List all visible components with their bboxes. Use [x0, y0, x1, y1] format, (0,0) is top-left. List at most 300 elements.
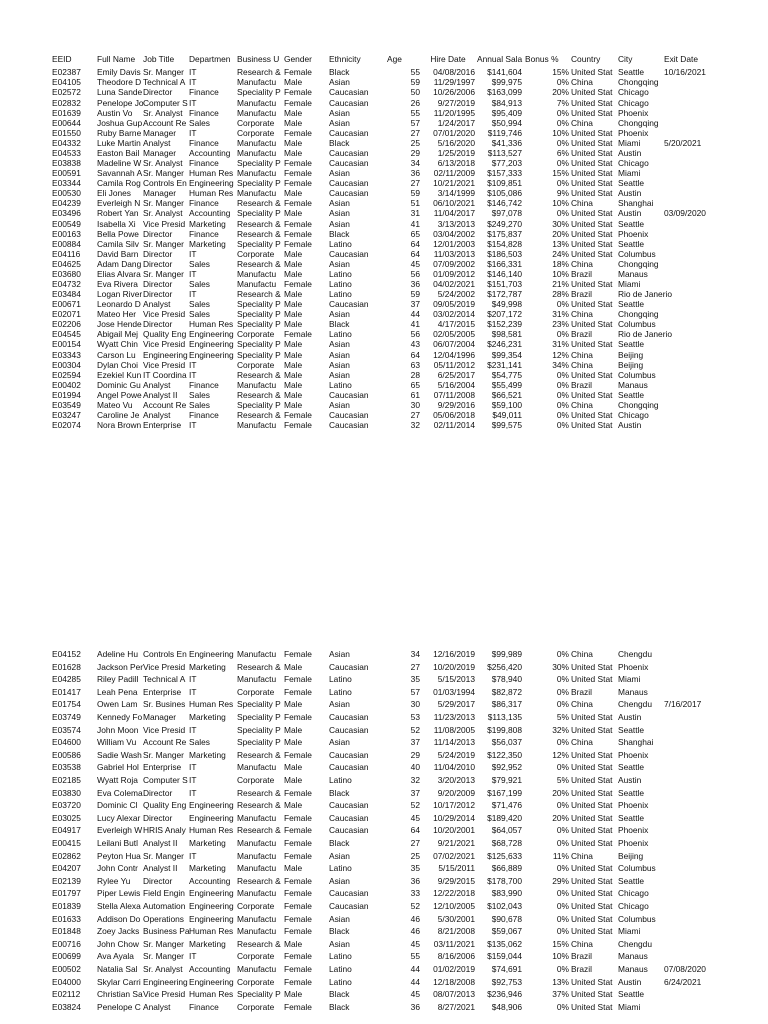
cell-ethnicity: Black: [329, 67, 350, 78]
cell-eeid: E01639: [52, 107, 81, 118]
column-header-hire-date: Hire Date: [430, 54, 466, 64]
cell-gender: Female: [284, 926, 312, 937]
column-header-country: Country: [571, 54, 601, 64]
cell-city: Chongqing: [618, 258, 659, 269]
table-row: [0, 876, 768, 887]
cell-country: Brazil: [571, 289, 592, 300]
cell-job-title: Director: [143, 258, 173, 269]
cell-city: Manaus: [618, 964, 648, 974]
cell-bonus: 30%: [552, 218, 569, 229]
cell-gender: Male: [284, 800, 303, 811]
cell-age: 29: [410, 749, 420, 760]
cell-bonus: 9%: [556, 188, 569, 199]
cell-age: 65: [410, 228, 420, 239]
cell-job-title: Technical A: [143, 674, 186, 685]
cell-department: IT: [189, 77, 197, 88]
cell-bonus: 21%: [552, 278, 569, 289]
cell-annual-salary: $59,100: [491, 399, 522, 410]
cell-city: Shanghai: [618, 737, 654, 748]
cell-annual-salary: $119,746: [487, 127, 522, 138]
cell-annual-salary: $99,975: [491, 77, 522, 88]
cell-business-unit: Corporate: [237, 329, 275, 340]
cell-eeid: E02112: [52, 989, 81, 1000]
cell-ethnicity: Caucasian: [329, 410, 369, 421]
cell-hire-date: 01/02/2019: [433, 964, 475, 974]
cell-full-name: Bella Powe: [97, 228, 139, 239]
cell-annual-salary: $56,037: [491, 737, 522, 748]
table-row: [0, 964, 768, 975]
cell-job-title: Vice Presid: [143, 218, 186, 229]
cell-eeid: E00716: [52, 938, 81, 949]
table-row: [0, 800, 768, 811]
cell-city: Seattle: [618, 787, 645, 798]
cell-job-title: Sr. Manger: [143, 938, 184, 949]
cell-bonus: 0%: [556, 389, 569, 400]
cell-eeid: E02206: [52, 319, 81, 330]
cell-hire-date: 08/07/2013: [433, 989, 475, 1000]
cell-age: 26: [410, 97, 420, 108]
cell-bonus: 0%: [556, 1001, 569, 1012]
cell-business-unit: Speciality P: [237, 712, 281, 722]
cell-full-name: Madeline W: [97, 158, 142, 169]
cell-gender: Female: [284, 420, 312, 431]
cell-full-name: David Barn: [97, 248, 139, 259]
cell-annual-salary: $236,946: [487, 989, 522, 1000]
cell-department: Human Res: [189, 825, 234, 836]
cell-city: Chicago: [618, 97, 649, 108]
cell-city: Seattle: [618, 218, 645, 229]
cell-business-unit: Research &: [237, 369, 281, 380]
cell-annual-salary: $172,787: [487, 289, 522, 300]
cell-ethnicity: Black: [329, 926, 350, 937]
cell-country: United Stat: [571, 218, 613, 229]
cell-hire-date: 9/21/2021: [437, 838, 475, 848]
cell-hire-date: 11/23/2013: [433, 712, 475, 722]
cell-eeid: E04000: [52, 976, 81, 987]
cell-job-title: Analyst II: [143, 863, 178, 874]
cell-city: Seattle: [618, 762, 645, 773]
cell-gender: Female: [284, 686, 312, 697]
cell-ethnicity: Black: [329, 787, 350, 798]
cell-country: United Stat: [571, 369, 613, 380]
cell-ethnicity: Asian: [329, 875, 350, 886]
cell-country: United Stat: [571, 178, 613, 189]
cell-city: Columbus: [618, 913, 656, 924]
cell-bonus: 34%: [552, 359, 569, 370]
cell-bonus: 0%: [556, 107, 569, 118]
cell-business-unit: Manufactu: [237, 863, 277, 874]
cell-gender: Female: [284, 1001, 312, 1012]
cell-full-name: Adam Dang: [97, 258, 142, 269]
cell-country: United Stat: [571, 420, 613, 431]
cell-job-title: Sr. Analyst: [143, 208, 183, 219]
cell-ethnicity: Asian: [329, 850, 350, 861]
cell-hire-date: 11/04/2017: [433, 208, 475, 219]
cell-age: 65: [410, 379, 420, 390]
cell-bonus: 32%: [552, 724, 569, 735]
cell-department: IT: [189, 775, 197, 785]
cell-ethnicity: Latino: [329, 674, 352, 685]
cell-job-title: Computer S: [143, 775, 188, 785]
cell-country: United Stat: [571, 319, 613, 330]
cell-full-name: Leilani Butl: [97, 838, 138, 848]
cell-country: China: [571, 309, 593, 320]
cell-ethnicity: Latino: [329, 268, 352, 279]
cell-business-unit: Corporate: [237, 1001, 275, 1012]
cell-country: United Stat: [571, 749, 613, 760]
cell-gender: Male: [284, 117, 303, 128]
cell-age: 53: [410, 712, 420, 722]
cell-eeid: E00699: [52, 951, 81, 962]
cell-hire-date: 3/13/2013: [437, 218, 475, 229]
cell-annual-salary: $189,420: [487, 812, 522, 823]
cell-country: United Stat: [571, 976, 613, 987]
cell-hire-date: 10/20/2019: [433, 661, 475, 672]
cell-gender: Female: [284, 850, 312, 861]
cell-ethnicity: Asian: [329, 309, 350, 320]
cell-full-name: Mateo Her: [97, 309, 137, 320]
cell-eeid: E03247: [52, 410, 81, 421]
cell-city: Manaus: [618, 686, 648, 697]
cell-bonus: 0%: [556, 825, 569, 836]
cell-annual-salary: $231,141: [487, 359, 522, 370]
cell-age: 27: [410, 838, 420, 848]
cell-hire-date: 12/01/2003: [433, 238, 475, 249]
cell-business-unit: Corporate: [237, 686, 275, 697]
cell-hire-date: 02/11/2009: [433, 168, 475, 179]
cell-business-unit: Manufactu: [237, 762, 277, 773]
cell-job-title: Sr. Analyst: [143, 964, 183, 974]
cell-job-title: IT Coordina: [143, 369, 187, 380]
cell-hire-date: 05/11/2012: [433, 359, 475, 370]
cell-city: Beijing: [618, 359, 644, 370]
cell-job-title: Quality Eng: [143, 800, 187, 811]
cell-ethnicity: Caucasian: [329, 901, 369, 911]
cell-job-title: Sr. Manger: [143, 238, 184, 249]
cell-bonus: 5%: [556, 775, 569, 785]
cell-age: 44: [410, 976, 420, 987]
cell-city: Chicago: [618, 87, 649, 98]
cell-city: Chicago: [618, 901, 649, 911]
cell-bonus: 0%: [556, 649, 569, 659]
cell-age: 51: [410, 198, 420, 209]
cell-eeid: E03720: [52, 800, 81, 811]
cell-annual-salary: $90,678: [491, 913, 522, 924]
cell-department: Sales: [189, 389, 210, 400]
cell-job-title: Vice Presid: [143, 989, 186, 1000]
cell-ethnicity: Latino: [329, 686, 352, 697]
cell-business-unit: Corporate: [237, 901, 275, 911]
cell-country: United Stat: [571, 989, 613, 1000]
cell-business-unit: Manufactu: [237, 97, 277, 108]
table-row: [0, 851, 768, 862]
cell-age: 34: [410, 158, 420, 169]
cell-job-title: Director: [143, 787, 173, 798]
cell-annual-salary: $49,011: [492, 410, 522, 421]
cell-gender: Male: [284, 188, 303, 199]
cell-ethnicity: Caucasian: [329, 812, 369, 823]
cell-city: Columbus: [618, 319, 656, 330]
cell-annual-salary: $79,921: [491, 775, 522, 785]
cell-business-unit: Manufactu: [237, 913, 277, 924]
cell-department: Marketing: [189, 749, 226, 760]
cell-age: 59: [410, 188, 420, 199]
table-row: [0, 725, 768, 736]
cell-business-unit: Speciality P: [237, 399, 281, 410]
cell-city: Seattle: [618, 875, 645, 886]
cell-full-name: Logan River: [97, 289, 143, 300]
cell-eeid: E01994: [52, 389, 81, 400]
cell-business-unit: Speciality P: [237, 699, 281, 710]
column-header-city: City: [618, 54, 633, 64]
cell-annual-salary: $98,581: [491, 329, 522, 340]
cell-bonus: 10%: [552, 951, 569, 962]
cell-city: Rio de Janerio: [618, 329, 673, 340]
cell-ethnicity: Latino: [329, 238, 352, 249]
cell-city: Miami: [618, 1001, 641, 1012]
cell-full-name: Angel Powe: [97, 389, 142, 400]
cell-city: Phoenix: [618, 825, 649, 836]
cell-job-title: Field Engin: [143, 888, 185, 899]
cell-country: United Stat: [571, 787, 613, 798]
cell-full-name: Camila Rog: [97, 178, 141, 189]
cell-bonus: 0%: [556, 913, 569, 924]
cell-bonus: 20%: [552, 787, 569, 798]
cell-job-title: Vice Presid: [143, 359, 186, 370]
cell-department: Finance: [189, 158, 219, 169]
cell-hire-date: 12/04/1996: [433, 349, 475, 360]
cell-age: 59: [410, 77, 420, 88]
cell-business-unit: Speciality P: [237, 349, 281, 360]
cell-job-title: Vice Presid: [143, 309, 186, 320]
cell-full-name: Dylan Choi: [97, 359, 138, 370]
cell-city: Manaus: [618, 268, 648, 279]
cell-business-unit: Research &: [237, 661, 281, 672]
cell-age: 31: [410, 208, 420, 219]
column-header-full-name: Full Name: [97, 54, 136, 64]
cell-job-title: Director: [143, 228, 173, 239]
cell-country: United Stat: [571, 228, 613, 239]
cell-department: Marketing: [189, 661, 226, 672]
cell-ethnicity: Latino: [329, 278, 352, 289]
cell-department: IT: [189, 359, 197, 370]
cell-gender: Female: [284, 964, 312, 974]
table-row: [0, 863, 768, 874]
cell-age: 64: [410, 248, 420, 259]
cell-ethnicity: Caucasian: [329, 188, 369, 199]
cell-full-name: Elias Alvara: [97, 268, 141, 279]
cell-hire-date: 10/29/2014: [433, 812, 475, 823]
table-row: [0, 838, 768, 849]
cell-full-name: Easton Bail: [97, 147, 140, 158]
cell-age: 64: [410, 238, 420, 249]
cell-full-name: Christian Sa: [97, 989, 143, 1000]
cell-city: Chicago: [618, 158, 649, 169]
cell-gender: Female: [284, 178, 312, 189]
cell-department: Finance: [189, 87, 219, 98]
cell-country: United Stat: [571, 800, 613, 811]
cell-full-name: Carson Lu: [97, 349, 136, 360]
cell-full-name: Lucy Alexar: [97, 812, 141, 823]
cell-full-name: Caroline Je: [97, 410, 140, 421]
cell-country: United Stat: [571, 901, 613, 911]
cell-eeid: E04239: [52, 198, 81, 209]
cell-ethnicity: Caucasian: [329, 724, 369, 735]
cell-hire-date: 11/20/1995: [433, 107, 475, 118]
cell-country: United Stat: [571, 775, 613, 785]
cell-exit-date: 07/08/2020: [664, 964, 706, 974]
cell-bonus: 0%: [556, 901, 569, 911]
cell-job-title: HRIS Analy: [143, 825, 186, 836]
cell-eeid: E03749: [52, 712, 81, 722]
cell-hire-date: 10/26/2006: [433, 87, 475, 98]
cell-annual-salary: $92,753: [491, 976, 522, 987]
cell-eeid: E01839: [52, 901, 81, 911]
table-row: [0, 926, 768, 937]
cell-job-title: Analyst II: [143, 838, 178, 848]
cell-job-title: Business Pa: [143, 926, 190, 937]
cell-eeid: E01754: [52, 699, 81, 710]
cell-ethnicity: Asian: [329, 258, 350, 269]
cell-business-unit: Speciality P: [237, 339, 281, 350]
cell-hire-date: 1/24/2017: [437, 117, 475, 128]
cell-business-unit: Corporate: [237, 248, 275, 259]
cell-job-title: Controls En: [143, 178, 187, 189]
cell-bonus: 23%: [552, 319, 569, 330]
cell-hire-date: 9/20/2009: [437, 787, 475, 798]
cell-annual-salary: $95,409: [491, 107, 522, 118]
cell-eeid: E04625: [52, 258, 81, 269]
cell-country: China: [571, 77, 593, 88]
cell-department: Engineering: [189, 913, 234, 924]
cell-department: Sales: [189, 117, 210, 128]
cell-ethnicity: Latino: [329, 951, 352, 962]
cell-department: IT: [189, 248, 197, 259]
cell-hire-date: 5/15/2011: [438, 863, 475, 874]
cell-gender: Female: [284, 901, 312, 911]
cell-country: Brazil: [571, 964, 592, 974]
cell-department: IT: [189, 724, 197, 735]
cell-country: United Stat: [571, 661, 613, 672]
cell-ethnicity: Caucasian: [329, 127, 369, 138]
cell-ethnicity: Caucasian: [329, 888, 369, 899]
cell-age: 41: [410, 218, 420, 229]
cell-age: 27: [410, 661, 420, 672]
cell-annual-salary: $125,633: [487, 850, 522, 861]
cell-gender: Male: [284, 775, 303, 785]
cell-eeid: E04207: [52, 863, 81, 874]
cell-department: Human Res: [189, 699, 234, 710]
cell-city: Austin: [618, 712, 642, 722]
cell-full-name: Wyatt Roja: [97, 775, 138, 785]
cell-job-title: Vice Presid: [143, 724, 186, 735]
cell-city: Seattle: [618, 238, 645, 249]
cell-business-unit: Research &: [237, 67, 281, 78]
cell-department: Accounting: [189, 875, 231, 886]
cell-business-unit: Speciality P: [237, 309, 281, 320]
cell-hire-date: 5/16/2020: [437, 137, 475, 148]
cell-hire-date: 12/22/2018: [433, 888, 475, 899]
cell-country: United Stat: [571, 825, 613, 836]
cell-department: Finance: [189, 137, 219, 148]
cell-hire-date: 5/24/2019: [437, 749, 475, 760]
cell-annual-salary: $122,350: [487, 749, 522, 760]
cell-exit-date: 6/24/2021: [664, 976, 702, 987]
cell-annual-salary: $249,270: [487, 218, 522, 229]
cell-hire-date: 02/05/2005: [433, 329, 475, 340]
cell-age: 52: [410, 901, 420, 911]
cell-department: Marketing: [189, 218, 226, 229]
cell-ethnicity: Caucasian: [329, 762, 369, 773]
cell-age: 50: [410, 87, 420, 98]
cell-ethnicity: Caucasian: [329, 389, 369, 400]
cell-full-name: Piper Lewis: [97, 888, 141, 899]
column-header-ethnicity: Ethnicity: [329, 54, 361, 64]
cell-bonus: 0%: [556, 926, 569, 937]
cell-full-name: Abigail Mej: [97, 329, 138, 340]
cell-gender: Male: [284, 258, 303, 269]
cell-ethnicity: Asian: [329, 77, 350, 88]
cell-country: United Stat: [571, 712, 613, 722]
cell-bonus: 0%: [556, 420, 569, 431]
cell-eeid: E03680: [52, 268, 81, 279]
cell-gender: Female: [284, 127, 312, 138]
cell-ethnicity: Caucasian: [329, 97, 369, 108]
cell-full-name: Sadie Wash: [97, 749, 142, 760]
cell-ethnicity: Black: [329, 838, 350, 848]
cell-gender: Female: [284, 787, 312, 798]
cell-business-unit: Manufactu: [237, 838, 277, 848]
table-row: [0, 825, 768, 836]
cell-bonus: 0%: [556, 888, 569, 899]
cell-annual-salary: $68,728: [491, 838, 522, 848]
cell-eeid: E00163: [52, 228, 81, 239]
cell-full-name: Luna Sande: [97, 87, 143, 98]
cell-business-unit: Manufactu: [237, 77, 277, 88]
cell-ethnicity: Latino: [329, 379, 352, 390]
cell-city: Seattle: [618, 299, 645, 310]
cell-department: IT: [189, 420, 197, 431]
cell-business-unit: Manufactu: [237, 137, 277, 148]
cell-annual-salary: $77,203: [491, 158, 522, 169]
cell-full-name: Stella Alexa: [97, 901, 141, 911]
cell-gender: Male: [284, 268, 303, 279]
cell-country: United Stat: [571, 158, 613, 169]
cell-age: 35: [410, 863, 420, 874]
cell-country: United Stat: [571, 875, 613, 886]
cell-eeid: E03025: [52, 812, 81, 823]
cell-job-title: Controls En: [143, 649, 187, 659]
cell-hire-date: 02/11/2014: [433, 420, 475, 431]
cell-annual-salary: $99,989: [491, 649, 522, 659]
cell-department: Accounting: [189, 964, 231, 974]
cell-business-unit: Manufactu: [237, 268, 277, 279]
cell-bonus: 0%: [556, 399, 569, 410]
cell-full-name: Leah Pena: [97, 686, 138, 697]
cell-department: Marketing: [189, 712, 226, 722]
cell-department: Human Res: [189, 188, 234, 199]
cell-hire-date: 11/03/2013: [433, 248, 475, 259]
cell-department: IT: [189, 686, 197, 697]
cell-department: Sales: [189, 737, 210, 748]
cell-eeid: E00402: [52, 379, 81, 390]
cell-department: Accounting: [189, 208, 231, 219]
cell-city: Chengdu: [618, 699, 652, 710]
cell-hire-date: 12/16/2019: [433, 649, 475, 659]
cell-job-title: Sr. Manger: [143, 951, 184, 962]
cell-bonus: 11%: [552, 850, 569, 861]
cell-bonus: 15%: [552, 67, 569, 78]
